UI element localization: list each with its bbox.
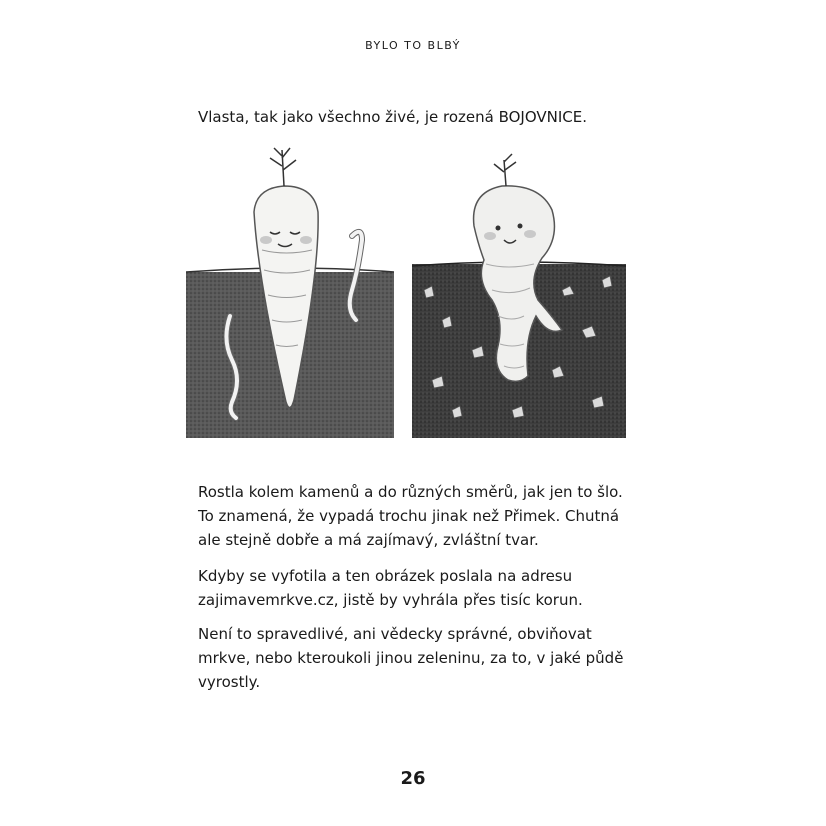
twisted-carrot-eye-right [518,224,523,229]
page-number: 26 [400,768,426,789]
illustrations [186,140,626,440]
intro-sentence: Vlasta, tak jako všechno živé, je rozená BOJOVNICE. [198,108,588,126]
paragraph-3 [198,622,638,694]
paragraph-3-text: Není to spravedlivé, ani vědecky správné, obviňovat mrkve, nebo kteroukoli jinou zeleninu, za to, v jaké půdě vyrostly. [198,625,624,691]
twisted-carrot-leaves [494,154,516,186]
paragraph-1-text: Rostla kolem kamenů a do různých směrů, jak jen to šlo. To znamená, že vypadá trochu jinak než Přimek. Chutná ale stejně dobře a má zajímavý, zvláštní tvar. [198,483,623,549]
twisted-carrot-eye-left [496,226,501,231]
paragraph-2-text: Kdyby se vyfotila a ten obrázek poslala na adresu zajimavemrkve.cz, jistě by vyhrála přes tisíc korun. [198,567,583,609]
paragraph-2 [198,564,638,612]
carrot-leaves [270,148,296,186]
twisted-carrot-illustration [412,140,626,440]
straight-carrot-illustration [186,140,394,440]
paragraph-1 [198,480,638,552]
running-head: BYLO TO BLBÝ [365,39,461,52]
